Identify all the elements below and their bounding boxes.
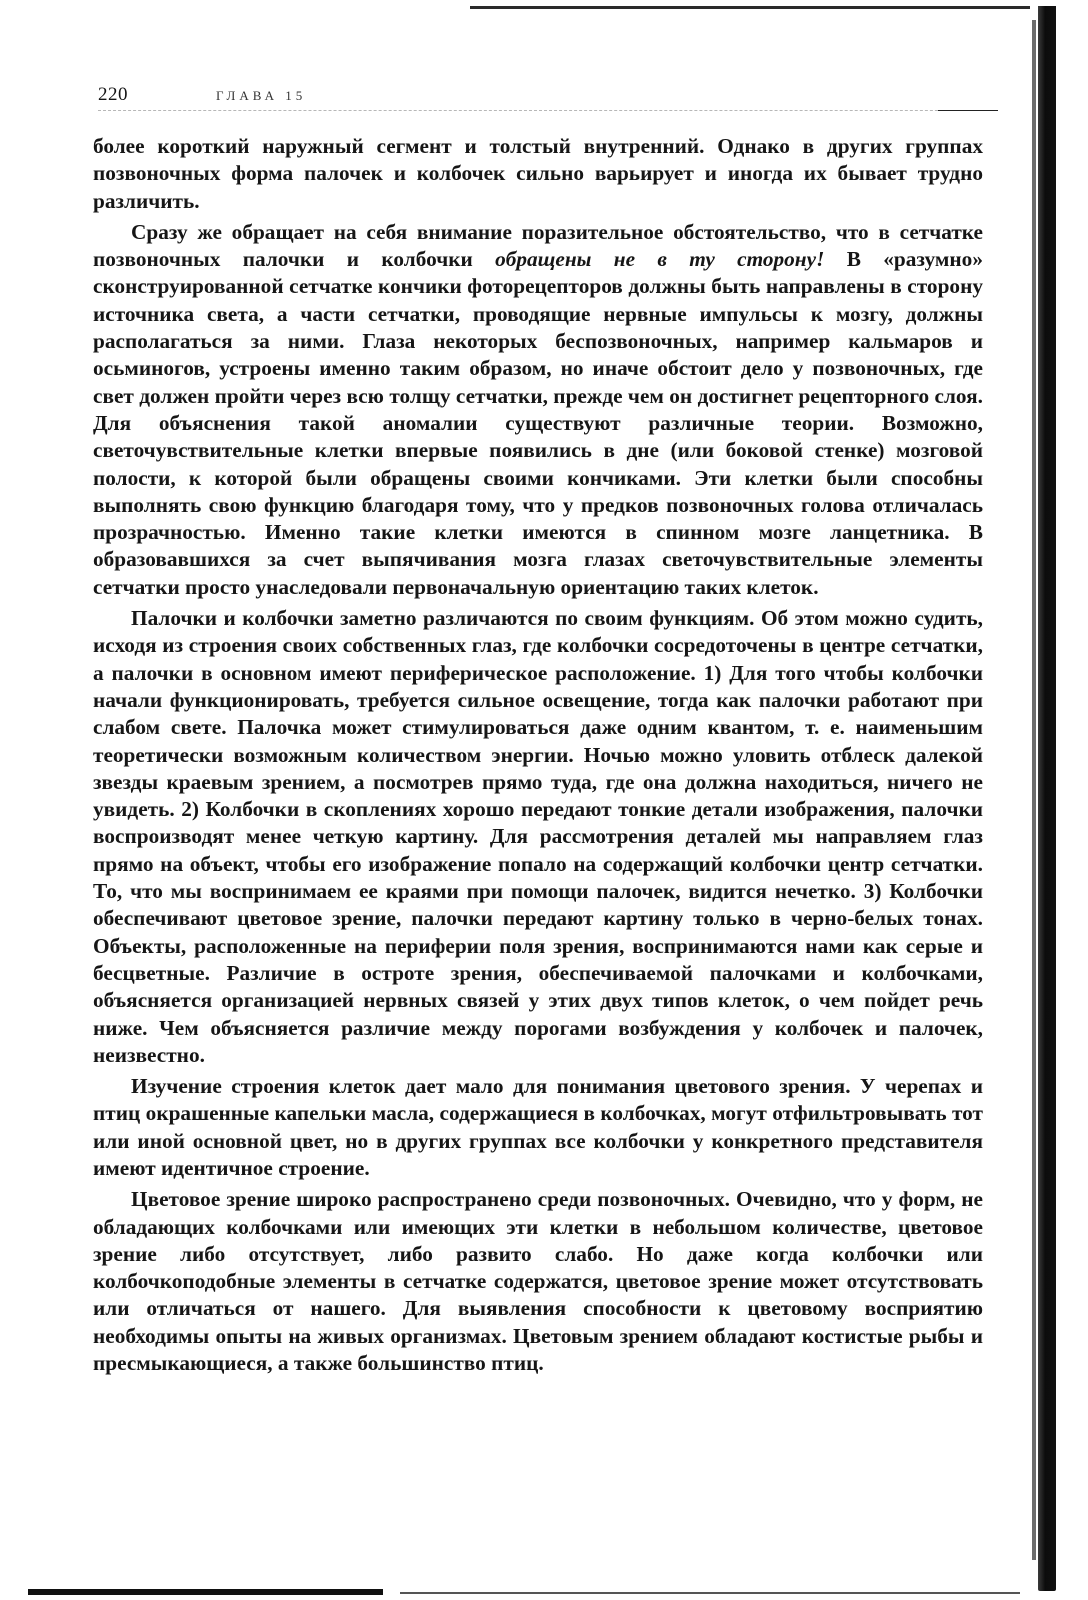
running-head (98, 84, 998, 114)
paragraph-2-emphasis: обращены не в ту сторону! (495, 247, 825, 272)
scan-binding-shadow (1038, 6, 1056, 1591)
paragraph-5: Цветовое зрение широко распространено среди позвоночных. Очевидно, что у форм, не обладающих колбочками или имеющих эти клетки в небольшом количестве, цветовое зрение либо отсутствует, либо развито слабо. Но даже когда колбочки или колбочкоподобные элементы в сетчатке содержатся, цветовое зрение может отсутствовать или отличаться от нашего. Для выявления способности к цветовому восприятию необходимы опыты на живых организмах. Цветовым зрением обладают костистые рыбы и пресмыкающиеся, а также большинство птиц. (93, 1187, 983, 1376)
header-rule (98, 110, 983, 112)
scan-bottom-bar (28, 1589, 383, 1595)
paragraph-2-lead: Сразу же обращает на себя внимание поразительное обстоятельство, что в сетчатке позвоночных палочки и колбочки (93, 219, 983, 272)
paragraph-2 (93, 219, 983, 601)
paragraph-4: Изучение строения клеток дает мало для понимания цветового зрения. У черепах и птиц окрашенные капельки масла, содержащиеся в колбочках, могут отфильтровывать тот или иной основной цвет, но в других группах все колбочки у конкретного представителя имеют идентичное строение. (93, 1074, 983, 1180)
scan-top-rule (470, 6, 1030, 9)
page-number: 220 (98, 84, 128, 105)
chapter-label: ГЛАВА 15 (216, 88, 307, 103)
paragraph-3: Палочки и колбочки заметно различаются по своим функциям. Об этом можно судить, исходя из строения своих собственных глаз, где колбочки сосредоточены в центре сетчатки, а палочки в основном имеют периферическое расположение. 1) Для того чтобы колбочки начали функционировать, требуется сильное освещение, тогда как палочки работают при слабом свете. Палочка может стимулироваться даже одним квантом, т. е. наименьшим теоретически возможным количеством энергии. Ночью можно уловить отблеск далекой звезды краевым зрением, а посмотрев прямо туда, где она должна находиться, ничего не увидеть. 2) Колбочки в скоплениях хорошо передают тонкие детали изображения, палочки воспроизводят менее четкую картину. Для рассмотрения деталей мы направляем глаз прямо на объект, чтобы его изображение попало на содержащий колбочки центр сетчатки. То, что мы воспринимаем ее краями при помощи палочек, видится нечетко. 3) Колбочки обеспечивают цветовое зрение, палочки передают картину только в черно-белых тонах. Объекты, расположенные на периферии поля зрения, воспринимаются нами как серые и бесцветные. Различие в остроте зрения, обеспечиваемой палочками и колбочками, объясняется организацией нервных связей у этих двух типов клеток, о чем пойдет речь ниже. Чем объясняется различие между порогами возбуждения у колбочек и палочек, неизвестно. (93, 606, 983, 1067)
paragraph-1: более короткий наружный сегмент и толстый внутренний. Однако в других группах позвоночных форма палочек и колбочек сильно варьирует и иногда их бывает трудно различить. (93, 134, 983, 213)
body-text (93, 133, 983, 1377)
scan-bottom-line (400, 1592, 1020, 1594)
scan-edge-line (1032, 20, 1036, 1560)
paragraph-2-rest: В «разумно» сконструированной сетчатке кончики фоторецепторов должны быть направлены в сторону источника света, а части сетчатки, проводящие нервные импульсы к мозгу, должны располагаться за ними. Глаза некоторых беспозвоночных, например кальмаров и осьминогов, устроены именно таким образом, но иначе обстоит дело у позвоночных, где свет должен пройти через всю толщу сетчатки, прежде чем он достигнет рецепторного слоя. Для объяснения такой аномалии существуют различные теории. Возможно, светочувствительные клетки впервые появились в дне (или боковой стенке) мозговой полости, к которой были обращены своими кончиками. Эти клетки были способны выполнять свою функцию благодаря тому, что у предков позвоночных голова отличалась прозрачностью. Именно такие клетки имеются в спинном мозге ланцетника. В образовавшихся за счет выпячивания мозга глазах светочувствительные элементы сетчатки просто унаследовали первоначальную ориентацию таких клеток. (93, 247, 983, 599)
header-rule-right (938, 110, 998, 111)
